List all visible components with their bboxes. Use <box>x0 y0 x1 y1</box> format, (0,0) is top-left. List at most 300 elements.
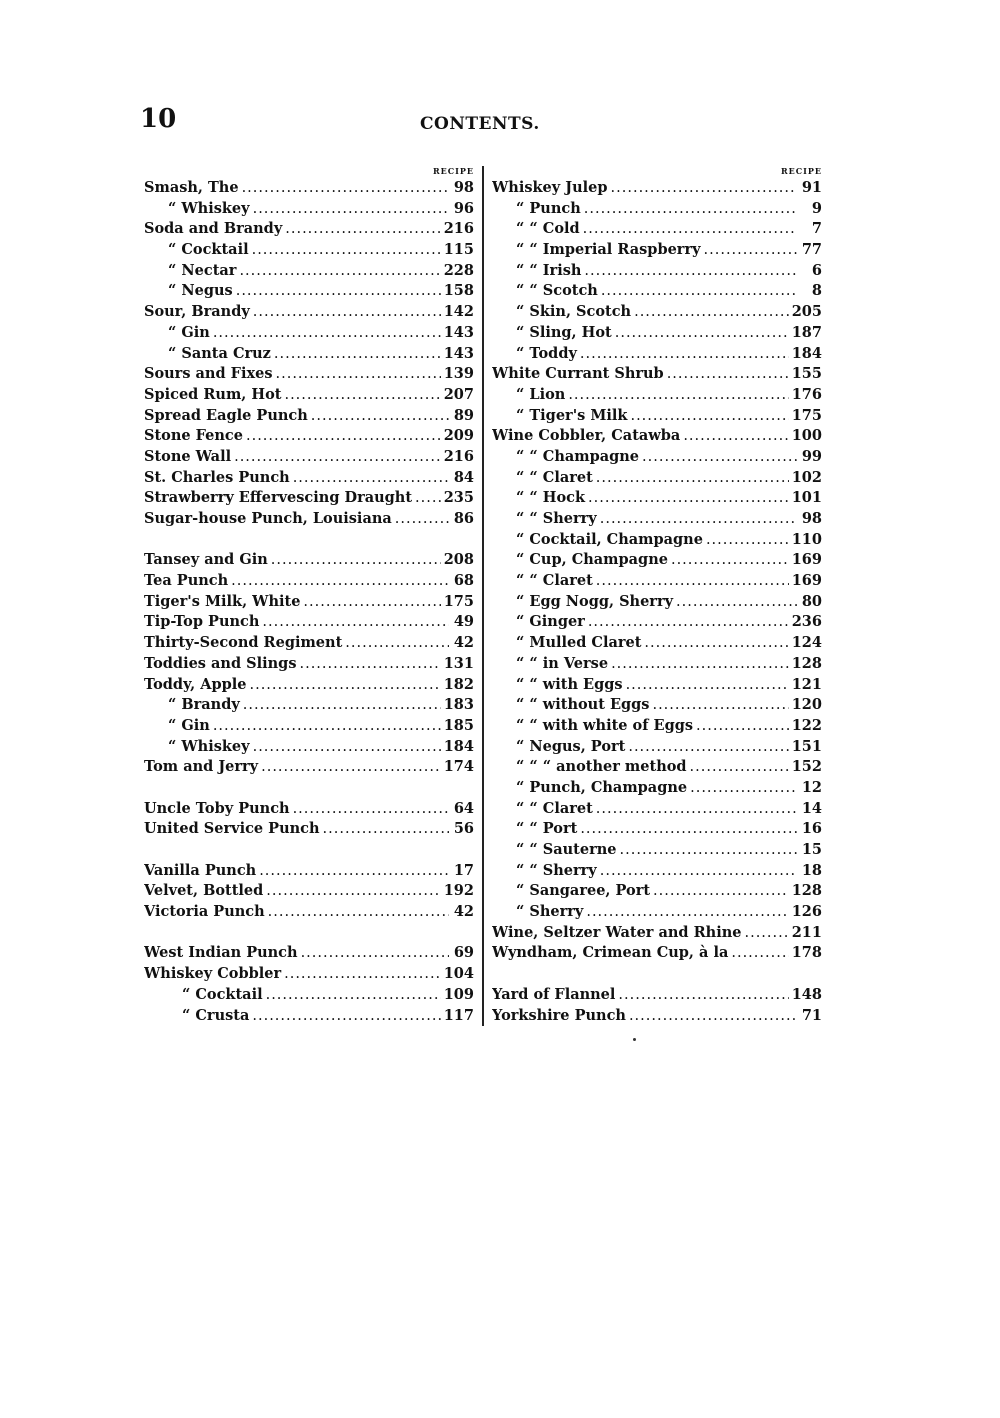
contents-entry <box>144 240 474 261</box>
contents-entry <box>492 799 822 820</box>
dot-leader <box>596 468 789 489</box>
contents-entry <box>492 385 822 406</box>
dot-leader <box>231 571 449 592</box>
entry-recipe-number: 98 <box>453 179 474 196</box>
entry-recipe-number: 183 <box>443 696 474 714</box>
dot-leader <box>285 219 440 240</box>
entry-label: “ Skin, Scotch <box>516 303 632 321</box>
entry-label: West Indian Punch <box>144 944 298 962</box>
entry-recipe-number: 187 <box>791 323 822 341</box>
contents-entry <box>144 654 474 675</box>
contents-entry <box>144 881 474 902</box>
contents-entry <box>492 612 822 633</box>
dot-leader <box>234 447 441 468</box>
entry-label: “ “ Imperial Raspberry <box>516 241 701 259</box>
contents-entry <box>144 178 474 199</box>
entry-recipe-number: 12 <box>801 778 822 796</box>
entry-recipe-number: 9 <box>811 199 822 217</box>
dot-leader <box>213 716 441 737</box>
dot-leader <box>600 509 797 530</box>
dot-leader <box>615 323 789 344</box>
dot-leader <box>580 344 789 365</box>
section-gap <box>144 778 474 799</box>
dot-leader <box>266 881 440 902</box>
entry-label: Vanilla Punch <box>144 861 257 879</box>
contents-entry <box>144 426 474 447</box>
contents-entry <box>492 985 822 1006</box>
dot-leader <box>600 861 797 882</box>
entry-recipe-number: 209 <box>443 427 474 445</box>
entry-label: “ Cup, Champagne <box>516 551 668 569</box>
entry-recipe-number: 211 <box>791 923 822 941</box>
dot-leader <box>671 550 789 571</box>
contents-entry <box>492 344 822 365</box>
contents-entry <box>144 902 474 923</box>
dot-leader <box>596 799 797 820</box>
entry-recipe-number: 169 <box>791 551 822 569</box>
entry-recipe-number: 122 <box>791 716 822 734</box>
dot-leader <box>618 985 788 1006</box>
entry-label: Tiger's Milk, White <box>144 592 301 610</box>
entry-recipe-number: 99 <box>801 447 822 465</box>
dot-leader <box>253 302 441 323</box>
entry-label: “ Lion <box>516 385 566 403</box>
dot-leader <box>243 695 441 716</box>
entry-label: “ Gin <box>168 323 210 341</box>
entry-recipe-number: 15 <box>801 841 822 858</box>
section-gap <box>144 840 474 861</box>
dot-leader <box>634 302 789 323</box>
dot-leader <box>583 219 797 240</box>
entry-recipe-number: 91 <box>801 179 822 196</box>
entry-label: Toddy, Apple <box>144 675 247 693</box>
dot-leader <box>626 675 789 696</box>
dot-leader <box>706 530 789 551</box>
contents-entry <box>144 406 474 427</box>
entry-label: Wine Cobbler, Catawba <box>492 427 681 445</box>
entry-label: “ Negus, Port <box>516 737 626 755</box>
dot-leader <box>253 737 441 758</box>
entry-recipe-number: 42 <box>453 903 474 921</box>
contents-entry <box>144 447 474 468</box>
contents-entry <box>492 654 822 675</box>
entry-recipe-number: 120 <box>791 696 822 714</box>
entry-label: “ Negus <box>168 282 233 300</box>
entry-label: Velvet, Bottled <box>144 882 264 900</box>
entry-recipe-number: 182 <box>443 675 474 693</box>
entry-label: “ “ with white of Eggs <box>516 716 694 734</box>
entry-recipe-number: 235 <box>443 489 474 507</box>
dot-leader <box>261 757 441 778</box>
contents-entry <box>144 199 474 220</box>
column-divider <box>482 166 484 1026</box>
entry-recipe-number: 128 <box>791 654 822 672</box>
entry-recipe-number: 228 <box>443 261 474 279</box>
entry-label: “ Cocktail <box>168 241 249 259</box>
entry-recipe-number: 158 <box>443 282 474 300</box>
dot-leader <box>601 281 797 302</box>
entry-label: “ “ Sherry <box>516 510 597 527</box>
dot-leader <box>293 799 449 820</box>
contents-entry <box>144 757 474 778</box>
entry-label: “ Punch, Champagne <box>516 778 688 796</box>
entry-label: “ “ with Eggs <box>516 675 623 693</box>
dot-leader <box>690 778 797 799</box>
entry-recipe-number: 18 <box>801 861 822 879</box>
contents-entry <box>492 447 822 468</box>
dot-leader <box>311 406 449 427</box>
dot-leader <box>262 612 449 633</box>
entry-recipe-number: 151 <box>791 737 822 755</box>
dot-leader <box>611 178 797 199</box>
entry-recipe-number: 7 <box>811 220 822 238</box>
entry-label: “ Egg Nogg, Sherry <box>516 592 674 610</box>
dot-leader <box>345 633 449 654</box>
entry-label: “ Cocktail, Champagne <box>516 530 703 548</box>
entry-recipe-number: 8 <box>811 282 822 300</box>
entry-recipe-number: 84 <box>453 468 474 486</box>
entry-label: Whiskey Julep <box>492 179 608 196</box>
entry-label: Uncle Toby Punch <box>144 799 290 817</box>
entry-label: Sour, Brandy <box>144 303 250 321</box>
dot-leader <box>588 612 789 633</box>
contents-entry <box>144 261 474 282</box>
contents-entry <box>492 240 822 261</box>
contents-entry <box>492 737 822 758</box>
dot-leader <box>249 675 440 696</box>
entry-label: St. Charles Punch <box>144 468 290 486</box>
dot-leader <box>274 344 441 365</box>
entry-label: Spread Eagle Punch <box>144 406 308 424</box>
contents-entry <box>492 716 822 737</box>
contents-entry <box>144 344 474 365</box>
entry-recipe-number: 104 <box>443 965 474 983</box>
contents-entry <box>492 923 822 944</box>
section-gap <box>492 964 822 985</box>
entry-label: Yorkshire Punch <box>492 1006 626 1024</box>
entry-recipe-number: 142 <box>443 303 474 321</box>
contents-entry <box>144 943 474 964</box>
print-speck <box>633 1038 636 1041</box>
dot-leader <box>690 757 789 778</box>
entry-recipe-number: 126 <box>791 903 822 921</box>
entry-recipe-number: 143 <box>443 344 474 362</box>
contents-entry <box>144 716 474 737</box>
contents-entry <box>492 778 822 799</box>
entry-recipe-number: 117 <box>443 1006 474 1024</box>
entry-label: Stone Fence <box>144 427 243 445</box>
entry-recipe-number: 207 <box>443 385 474 403</box>
entry-label: Wyndham, Crimean Cup, à la <box>492 944 729 962</box>
entry-recipe-number: 178 <box>791 944 822 962</box>
entry-recipe-number: 6 <box>811 261 822 279</box>
entry-recipe-number: 68 <box>453 572 474 590</box>
contents-left-column <box>144 164 474 1026</box>
contents-entry <box>144 364 474 385</box>
entry-label: “ “ without Eggs <box>516 696 650 714</box>
entry-recipe-number: 148 <box>791 985 822 1003</box>
entry-label: “ “ in Verse <box>516 654 609 672</box>
contents-entry <box>492 592 822 613</box>
entry-label: “ “ Claret <box>516 468 593 486</box>
entry-recipe-number: 80 <box>801 592 822 610</box>
entry-recipe-number: 216 <box>443 220 474 238</box>
contents-entry <box>492 695 822 716</box>
entry-recipe-number: 205 <box>791 303 822 321</box>
entry-recipe-number: 143 <box>443 323 474 341</box>
dot-leader <box>239 261 440 282</box>
entry-recipe-number: 128 <box>791 882 822 900</box>
entry-recipe-number: 110 <box>791 530 822 548</box>
dot-leader <box>266 985 441 1006</box>
page-number: 10 <box>140 104 177 134</box>
contents-entry <box>492 633 822 654</box>
dot-leader <box>629 1006 797 1027</box>
dot-leader <box>213 323 441 344</box>
entry-label: Stone Wall <box>144 447 232 465</box>
contents-entry <box>144 219 474 240</box>
entry-label: United Service Punch <box>144 820 320 838</box>
entry-label: “ Whiskey <box>168 199 250 217</box>
contents-entry <box>492 819 822 840</box>
entry-recipe-number: 121 <box>791 675 822 693</box>
entry-recipe-number: 175 <box>443 592 474 610</box>
entry-recipe-number: 175 <box>791 406 822 424</box>
section-gap <box>144 530 474 551</box>
entry-label: “ “ Irish <box>516 261 582 279</box>
entry-recipe-number: 101 <box>791 489 822 507</box>
entry-label: “ Ginger <box>516 613 585 631</box>
entry-label: “ “ Port <box>516 820 578 838</box>
entry-recipe-number: 56 <box>453 820 474 838</box>
dot-leader <box>268 902 449 923</box>
contents-entry <box>144 964 474 985</box>
entry-label: “ Punch <box>516 199 581 217</box>
entry-label: Toddies and Slings <box>144 654 297 672</box>
entry-recipe-number: 152 <box>791 758 822 776</box>
contents-entry <box>492 364 822 385</box>
dot-leader <box>276 364 441 385</box>
entry-label: Sugar-house Punch, Louisiana <box>144 510 392 527</box>
entry-label: Smash, The <box>144 179 239 196</box>
entry-list <box>492 178 822 1026</box>
entry-label: Tip-Top Punch <box>144 613 260 631</box>
entry-label: “ Mulled Claret <box>516 634 642 652</box>
dot-leader <box>642 447 797 468</box>
entry-recipe-number: 176 <box>791 385 822 403</box>
dot-leader <box>293 468 449 489</box>
entry-label: Tansey and Gin <box>144 551 268 569</box>
contents-right-column <box>492 164 822 1026</box>
contents-entry <box>492 323 822 344</box>
entry-recipe-number: 86 <box>453 510 474 527</box>
entry-label: “ “ Sauterne <box>516 841 617 858</box>
entry-label: “ Crusta <box>182 1006 250 1024</box>
dot-leader <box>628 737 788 758</box>
entry-label: “ “ Cold <box>516 220 580 238</box>
contents-entry <box>492 757 822 778</box>
contents-entry <box>492 571 822 592</box>
entry-label: Spiced Rum, Hot <box>144 385 282 403</box>
contents-entry <box>144 323 474 344</box>
entry-label: Tom and Jerry <box>144 758 259 776</box>
contents-entry <box>144 302 474 323</box>
entry-label: “ “ Champagne <box>516 447 640 465</box>
contents-entry <box>144 385 474 406</box>
contents-entry <box>144 571 474 592</box>
contents-entry <box>492 488 822 509</box>
entry-label: “ Gin <box>168 716 210 734</box>
dot-leader <box>586 902 788 923</box>
contents-entry <box>492 199 822 220</box>
entry-label: “ Sherry <box>516 903 584 921</box>
entry-label: Tea Punch <box>144 572 229 590</box>
contents-entry <box>492 178 822 199</box>
contents-entry <box>144 985 474 1006</box>
contents-entry <box>144 819 474 840</box>
contents-entry <box>492 902 822 923</box>
dot-leader <box>252 240 441 261</box>
entry-recipe-number: 96 <box>453 199 474 217</box>
contents-entry <box>492 943 822 964</box>
contents-entry <box>492 261 822 282</box>
dot-leader <box>620 840 797 861</box>
entry-label: “ “ Hock <box>516 489 586 507</box>
contents-entry <box>144 281 474 302</box>
contents-entry <box>144 737 474 758</box>
dot-leader <box>611 654 789 675</box>
contents-entry <box>492 509 822 530</box>
entry-recipe-number: 77 <box>801 241 822 259</box>
dot-leader <box>596 571 789 592</box>
dot-leader <box>568 385 788 406</box>
entry-label: Strawberry Effervescing Draught <box>144 489 413 507</box>
entry-label: “ “ “ another method <box>516 758 687 776</box>
entry-recipe-number: 14 <box>801 799 822 817</box>
entry-recipe-number: 109 <box>443 985 474 1003</box>
dot-leader <box>284 385 440 406</box>
contents-entry <box>144 550 474 571</box>
entry-recipe-number: 131 <box>443 654 474 672</box>
entry-recipe-number: 185 <box>443 716 474 734</box>
entry-label: “ Tiger's Milk <box>516 406 628 424</box>
entry-recipe-number: 64 <box>453 799 474 817</box>
dot-leader <box>395 509 449 530</box>
dot-leader <box>284 964 441 985</box>
contents-entry <box>144 468 474 489</box>
dot-leader <box>630 406 788 427</box>
dot-leader <box>653 881 789 902</box>
contents-entry <box>144 633 474 654</box>
contents-entry <box>492 550 822 571</box>
contents-entry <box>492 406 822 427</box>
entry-label: “ “ Claret <box>516 572 593 590</box>
entry-label: Wine, Seltzer Water and Rhine <box>492 923 742 941</box>
entry-label: Whiskey Cobbler <box>144 965 282 983</box>
dot-leader <box>580 819 797 840</box>
dot-leader <box>236 281 441 302</box>
entry-label: “ Cocktail <box>182 985 263 1003</box>
dot-leader <box>683 426 788 447</box>
contents-entry <box>144 675 474 696</box>
entry-label: “ Santa Cruz <box>168 344 271 362</box>
contents-entry <box>144 612 474 633</box>
contents-entry <box>492 861 822 882</box>
dot-leader <box>667 364 789 385</box>
dot-leader <box>731 943 788 964</box>
contents-entry <box>492 302 822 323</box>
contents-entry <box>144 488 474 509</box>
dot-leader <box>588 488 789 509</box>
dot-leader <box>301 943 449 964</box>
column-heading: RECIPE <box>433 166 474 176</box>
entry-recipe-number: 155 <box>791 365 822 383</box>
dot-leader <box>271 550 441 571</box>
entry-recipe-number: 89 <box>453 406 474 424</box>
dot-leader <box>652 695 788 716</box>
entry-recipe-number: 71 <box>801 1006 822 1024</box>
entry-label: “ Sangaree, Port <box>516 882 651 900</box>
entry-recipe-number: 139 <box>443 365 474 383</box>
entry-recipe-number: 98 <box>801 510 822 527</box>
entry-label: Victoria Punch <box>144 903 265 921</box>
dot-leader <box>415 488 441 509</box>
entry-recipe-number: 192 <box>443 882 474 900</box>
entry-recipe-number: 17 <box>453 861 474 879</box>
entry-label: Soda and Brandy <box>144 220 283 238</box>
entry-recipe-number: 42 <box>453 634 474 652</box>
dot-leader <box>299 654 440 675</box>
entry-recipe-number: 236 <box>791 613 822 631</box>
dot-leader <box>242 178 449 199</box>
contents-entry <box>492 281 822 302</box>
dot-leader <box>303 592 440 613</box>
dot-leader <box>676 592 797 613</box>
entry-label: “ “ Claret <box>516 799 593 817</box>
entry-label: “ “ Sherry <box>516 861 597 879</box>
dot-leader <box>644 633 788 654</box>
contents-entry <box>492 1006 822 1027</box>
entry-label: “ Whiskey <box>168 737 250 755</box>
entry-label: Sours and Fixes <box>144 365 273 383</box>
running-head: CONTENTS. <box>420 114 540 134</box>
entry-recipe-number: 169 <box>791 572 822 590</box>
entry-recipe-number: 184 <box>443 737 474 755</box>
contents-entry <box>144 592 474 613</box>
entry-recipe-number: 100 <box>791 427 822 445</box>
entry-recipe-number: 102 <box>791 468 822 486</box>
section-gap <box>144 923 474 944</box>
entry-recipe-number: 124 <box>791 634 822 652</box>
entry-recipe-number: 49 <box>453 613 474 631</box>
entry-label: “ “ Scotch <box>516 282 598 300</box>
contents-entry <box>144 861 474 882</box>
dot-leader <box>252 1006 440 1027</box>
entry-label: White Currant Shrub <box>492 365 664 383</box>
contents-entry <box>492 840 822 861</box>
entry-recipe-number: 184 <box>791 344 822 362</box>
entry-label: “ Nectar <box>168 261 237 279</box>
dot-leader <box>584 261 797 282</box>
dot-leader <box>323 819 449 840</box>
entry-recipe-number: 208 <box>443 551 474 569</box>
contents-entry <box>492 426 822 447</box>
entry-label: “ Toddy <box>516 344 577 362</box>
dot-leader <box>246 426 441 447</box>
dot-leader <box>744 923 788 944</box>
entry-recipe-number: 174 <box>443 758 474 776</box>
dot-leader <box>259 861 449 882</box>
